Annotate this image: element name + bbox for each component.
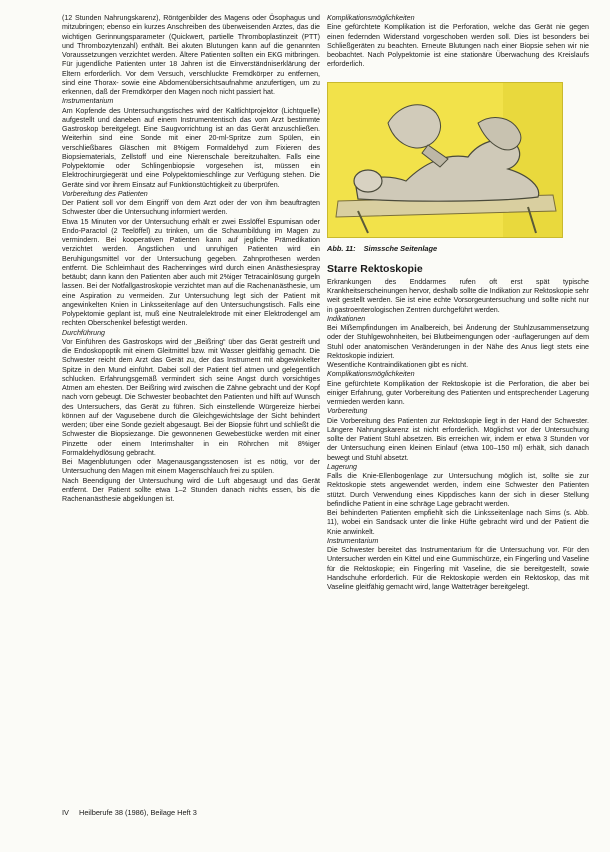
heading-komplikation-gastroskopie: Komplikationsmöglichkeiten bbox=[327, 14, 415, 22]
right-block-lagerung bbox=[327, 472, 589, 537]
left-block-vorbereitung bbox=[62, 199, 320, 329]
body-paragraph: Bei behinderten Patienten empfiehlt sich die Linksseitenlage nach Sims (s. Abb. 11), wobei ein Sandsack unter die linke Hüfte gebracht wird und der Patient die Knie anwinkelt. bbox=[327, 509, 589, 536]
body-paragraph: Wesentliche Kontraindikationen gibt es nicht. bbox=[327, 361, 469, 369]
body-paragraph: Vor Einführen des Gastroskops wird der „Beißring“ über das Gerät gestreift und die Endoskopoptik mit einem Gleitmittel bzw. mit Wasser gleitfähig gemacht. Die Schwester reicht dem Arzt das Gerät zu, der das Instrument mit abgewinkelter Spitze in den Mund einführt. Dabei soll der Patient tief atmen und gelegentlich schlucken. Erfahrungsgemäß vermindert sich seine Angst durch vorsichtiges Atmen am ehesten. Der Beißring wird zwischen die Zähne gebracht und der Kopf nach vorn gebeugt. Die Schwester beobachtet den Patienten und hilft auf Wunsch des Untersuchers, das Gerät zu führen. Sich einstellende Würgereize hierbei können auf der Vagusebene durch die Gleichgewichtslage der Sicht behindert werden; über eine Sonde gezielt abgesaugt. Bei der Biopsie führt und schließt die Schwester die Biopsiezange. Die gewonnenen Gewebestücke werden mit einer Pinzette oder einem Interimshalter in ein Röhrchen mit 8%iger Formaldehydlösung gebracht. bbox=[62, 337, 320, 457]
heading-lagerung: Lagerung bbox=[327, 462, 357, 471]
body-paragraph: Eine gefürchtete Komplikation der Rektoskopie ist die Perforation, die aber bei einiger Erfahrung, guter Vorbereitung des Patienten und entsprechender Lagerung vermieden werden kann. bbox=[327, 379, 589, 406]
heading-vorbereitung: Vorbereitung bbox=[327, 407, 368, 416]
right-block-indikationen bbox=[327, 324, 589, 370]
heading-indikationen: Indikationen bbox=[327, 314, 366, 323]
heading-instrumentarium: Instrumentarium bbox=[62, 97, 114, 106]
heading-vorbereitung-patient: Vorbereitung des Patienten bbox=[62, 189, 148, 198]
right-block-vorbereitung bbox=[327, 417, 589, 463]
heading-instrumentarium-rektoskopie: Instrumentarium bbox=[327, 536, 379, 545]
body-paragraph: Nach Beendigung der Untersuchung wird die Luft abgesaugt und das Gerät entfernt. Der Patient sollte etwa 1–2 Stunden danach nichts essen, bis die Rachenanästhesie abgeklungen ist. bbox=[62, 476, 320, 503]
section-title-rektoskopie: Starre Rektoskopie bbox=[327, 262, 423, 275]
journal-reference: Heilberufe 38 (1986), Beilage Heft 3 bbox=[78, 808, 197, 817]
body-paragraph: Erkrankungen des Enddarmes rufen oft erst spät typische Krankheitserscheinungen hervor, deshalb sollte die Indikation zur Rektoskopie sehr weit gestellt werden. Sie ist eine echte Vorsorgeuntersuchung und sollte nicht nur in gastroenterologischen Zentren durchgeführt werden. bbox=[327, 277, 589, 314]
heading-durchfuehrung: Durchführung bbox=[62, 328, 105, 337]
right-block-komplikation-2 bbox=[327, 380, 589, 408]
body-paragraph: Die Vorbereitung des Patienten zur Rektoskopie liegt in der Hand der Schwester. Längere Nahrungskarenz ist nicht erforderlich. Möglichst vor der Untersuchung sollte der Patient Stuhl absetzen. Bis erreichen wir, indem er etwa 3 Stunden vor der Untersuchung einen kleinen Einlauf (etwa 100–150 ml) erhält, sich danach bewegt und Stuhl absetzt. bbox=[327, 416, 589, 462]
page-footer bbox=[62, 808, 320, 817]
left-block-instrumentarium bbox=[62, 107, 320, 190]
body-paragraph: Eine gefürchtete Komplikation ist die Perforation, welche das Gerät nie gegen einen federnden Widerstand vorgeschoben werden soll. Dies ist besonders bei Schließgeräten zu beachten. Erneute Blutungen nach einer Biopsie sehen wir nie beobachtet. Nach Polypektomie ist eine stationäre Überwachung des Kreislaufs erforderlich. bbox=[327, 23, 589, 69]
figure-caption bbox=[327, 244, 589, 253]
body-paragraph: (12 Stunden Nahrungskarenz), Röntgenbilder des Magens oder Ösophagus und mitzubringen; ebenso ein kurzes Anschreiben des überweisenden Arztes, das die wichtigen Gerinnungsparameter (Quickwert, partielle Thromboplastinzeit (PTT) und Thrombozytenzahl) enthält. Bei akuten Blutungen kann auf die genannten Voraussetzungen verzichtet werden. Ältere Patienten sollten ein EKG mitbringen. Für jugendliche Patienten unter 18 Jahren ist die Einverständniserklärung der Eltern erforderlich. Vor dem Versuch, verschluckte Fremdkörper zu entfernen, sind eine Thorax- sowie eine Abdomenübersichtsaufnahme anzufertigen, um zu erkennen, daß der Fremdkörper den Magen noch nicht passiert hat. bbox=[62, 14, 320, 96]
left-block-durchfuehrung bbox=[62, 338, 320, 505]
body-paragraph: Die Schwester bereitet das Instrumentarium für die Untersuchung vor. Für den Untersucher werden ein Kittel und eine Gummischürze, ein Fingerling und Vaseline für die Rektoskopie; ein Fingerling mit Vaseline, die sie bereitgestellt, sowie Handschuhe erforderlich. Für die Rektoskopie werden ein Rektoskop, das mit Vaseline gleitfähig gemacht wird, lange Watteträger bereitgelegt. bbox=[327, 546, 589, 591]
figure-caption-text: Simssche Seitenlage bbox=[363, 243, 438, 253]
body-paragraph: Bei Magenblutungen oder Magenausgangsstenosen ist es nötig, vor der Untersuchung den Magen mit einem Magenschlauch frei zu spülen. bbox=[62, 458, 320, 476]
body-paragraph: Bei Mißempfindungen im Analbereich, bei Änderung der Stuhlzusammensetzung oder der Stuhlgewohnheiten, bei Blutbeimengungen oder -auflagerungen auf dem Stuhl oder anatomischen Veränderungen in der Nähe des Anus liegt stets eine Rektoskopie indiziert. bbox=[327, 324, 589, 360]
right-block-rektoskopie-intro bbox=[327, 278, 589, 315]
patient-illustration bbox=[328, 83, 562, 237]
figure-sims-position bbox=[327, 82, 563, 238]
left-block-intro bbox=[62, 14, 320, 97]
right-block-instrumentarium bbox=[327, 546, 589, 592]
body-paragraph: Der Patient soll vor dem Eingriff von dem Arzt oder der von ihm beauftragten Schwester über die Untersuchung informiert werden. bbox=[62, 199, 320, 217]
body-paragraph: Etwa 15 Minuten vor der Untersuchung erhält er zwei Esslöffel Espumisan oder Endo-Paractol (2 Teelöffel) zu trinken, um die Schaumbildung im Magen zu vermindern. Bei kooperativen Patienten kann auf jegliche Prämedikation verzichtet werden. Ängstlichen und unruhigen Patienten wird ein Beruhigungsmittel vor der Untersuchung gegeben. Zahnprothesen werden entfernt. Die Schleimhaut des Rachenringes wird durch einen Anästhesiespray betäubt; dann kann den Patienten aber auch mit 2%iger Tetracainlösung gurgeln lassen. Bei der Notfallgastroskopie verzichtet man auf die Rachenanästhesie, um eine Aspiration zu vermeiden. Zur Untersuchung legt sich der Patient mit angewinkelten Knien in Linksseitenlage auf den Untersuchungstisch. Falls eine Polypektomie geplant ist, muß eine Neutralelektrode mit einer Elektrodengel am rechten Oberschenkel befestigt werden. bbox=[62, 217, 320, 328]
right-block-komplikation bbox=[327, 23, 589, 69]
left-column bbox=[62, 14, 320, 504]
heading-komplikation-rektoskopie: Komplikationsmöglichkeiten bbox=[327, 370, 415, 379]
page-number: IV bbox=[62, 808, 69, 817]
body-paragraph: Falls die Knie-Ellenbogenlage zur Untersuchung möglich ist, sollte sie zur Rektoskopie stets angewendet werden, indem eine Schwester den Patienten stützt. Durch Verwendung eines Kippdisches kann der sich in dieser Stellung befindliche Patient in eine schräge Lage gebracht werden. bbox=[327, 472, 589, 508]
body-paragraph: Am Kopfende des Untersuchungstisches wird der Kaltlichtprojektor (Lichtquelle) aufgestellt und daneben auf einem Instrumententisch das vom Arzt bestimmte Gastroskop bereitgelegt. Eine Saugvorrichtung ist an das Gerät anzuschließen. Weiterhin sind eine Sonde mit einer 20-ml-Spritze zum Spülen, ein verschließbares Gläschen mit 8%igem Formaldehyd zum Fixieren des Biopsiematerials, Zellstoff und eine Nierenschale bereitzuhalten. Falls eine Polypektomie oder Schlingenbiopsie vorgesehen ist, müssen ein Elektrochirurgiegerät und eine Polypektomieschlinge zur Verfügung stehen. Die Geräte sind vor ihrem Einsatz auf Funktionstüchtigkeit zu überprüfen. bbox=[62, 106, 320, 189]
right-column bbox=[327, 14, 589, 592]
figure-number: Abb. 11: bbox=[327, 243, 356, 253]
